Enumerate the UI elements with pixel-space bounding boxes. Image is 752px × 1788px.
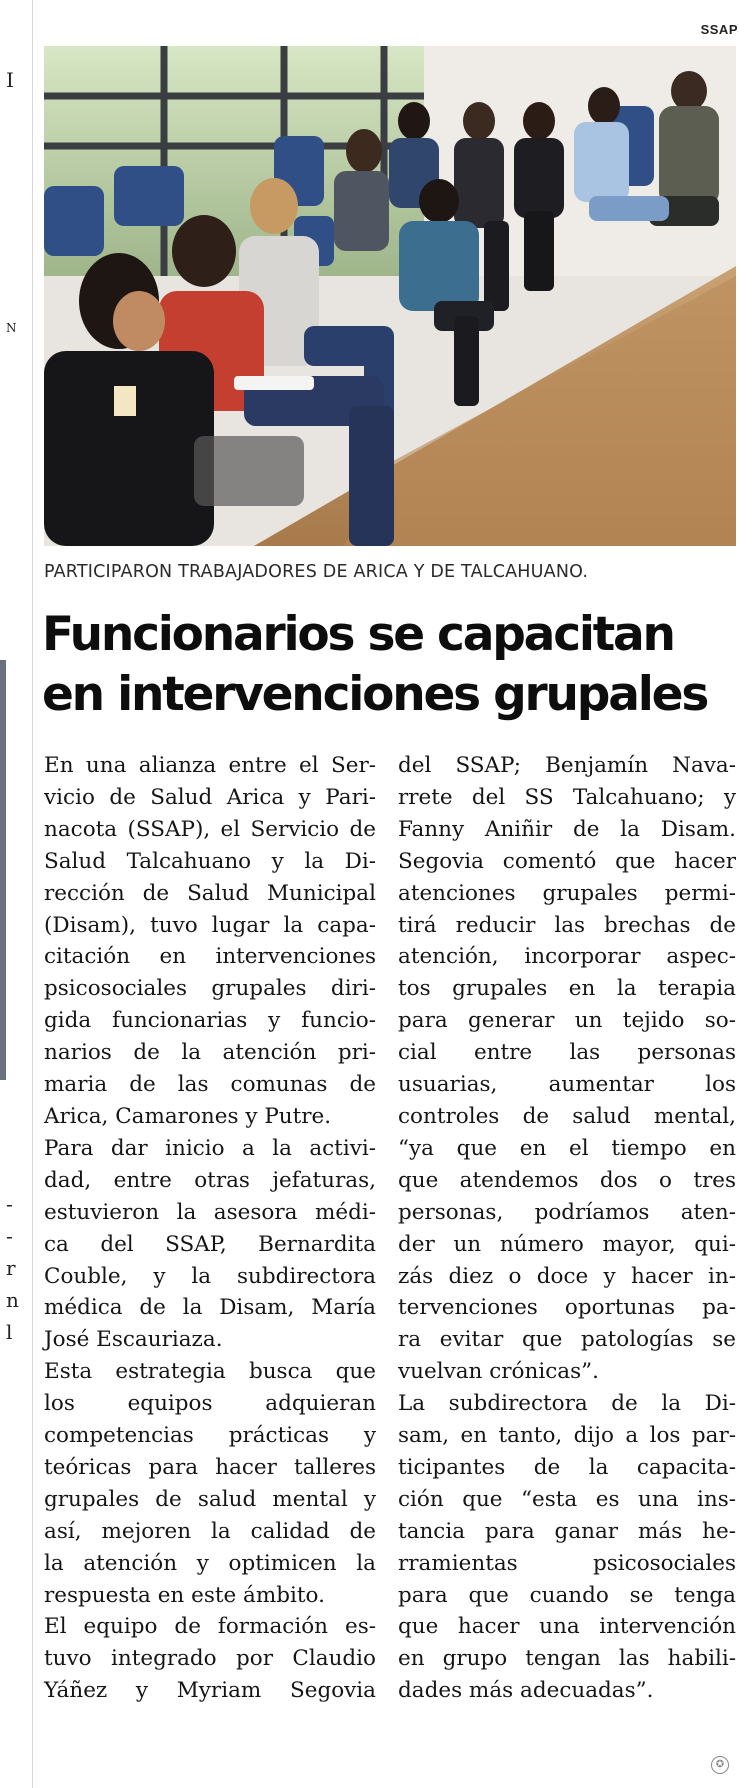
left-page-gutter	[0, 0, 33, 1788]
headline-line: en intervenciones grupales	[42, 667, 708, 722]
article-text-line: estuvieron la asesora médi-	[44, 1199, 376, 1225]
article-text-line: rramientas psicosociales	[398, 1550, 736, 1576]
headline-line: Funcionarios se capacitan	[42, 607, 674, 662]
article-text-line: En una alianza entre el Ser-	[44, 753, 376, 778]
article-text-line: “ya que en el tiempo en	[398, 1135, 736, 1161]
article-headline	[42, 605, 742, 725]
article-text-line: Couble, y la subdirectora	[44, 1263, 376, 1289]
article-text-line: controles de salud mental,	[398, 1103, 736, 1129]
article-text-line: competencias prácticas y	[44, 1423, 376, 1449]
article-text-line: vicio de Salud Arica y Pari-	[44, 784, 376, 810]
gutter-mark: r	[6, 1256, 16, 1280]
article-text-line: tervenciones oportunas pa-	[398, 1295, 736, 1321]
article-text-line: rección de Salud Municipal	[44, 880, 376, 906]
article-text-line: cial entre las personas	[398, 1040, 736, 1066]
article-text-line: en grupo tengan las habili-	[398, 1646, 736, 1672]
article-text-line: atenciones grupales permi-	[398, 880, 736, 906]
article-text-line: Arica, Camarones y Putre.	[44, 1103, 332, 1129]
article-text-line: Salud Talcahuano y la Di-	[44, 848, 376, 874]
article-text-line: vuelvan crónicas”.	[398, 1359, 599, 1385]
article-text-line: ticipantes de la capacita-	[398, 1454, 736, 1480]
article-text-line: atención, incorporar aspec-	[398, 944, 736, 970]
article-text-line: que hacer una intervención	[398, 1614, 736, 1640]
article-text-line: tancia para ganar más he-	[398, 1518, 736, 1544]
article-text-line: der un número mayor, qui-	[398, 1231, 736, 1257]
gutter-mark: I	[6, 68, 14, 92]
gutter-mark: n	[6, 1288, 19, 1312]
article-text-line: El equipo de formación es-	[44, 1614, 376, 1640]
gutter-mark: -	[6, 1192, 13, 1216]
article-text-line: sam, en tanto, dijo a los par-	[398, 1423, 736, 1449]
article-text-line: Esta estrategia busca que	[44, 1359, 376, 1385]
article-text-line: ca del SSAP, Bernardita	[44, 1231, 376, 1257]
section-tag: SSAP	[700, 22, 738, 37]
article-text-line: tuvo integrado por Claudio	[44, 1646, 376, 1672]
article-text-line: así, mejoren la calidad de	[44, 1518, 376, 1544]
article-text-line: usuarias, aumentar los	[398, 1072, 736, 1098]
gutter-mark: N	[6, 321, 17, 335]
article-text-line: tos grupales en la terapia	[398, 976, 736, 1002]
article-column-1	[44, 750, 376, 1707]
article-text-line: personas, podríamos aten-	[398, 1199, 736, 1225]
article-text-line: maria de las comunas de	[44, 1072, 376, 1098]
article-text-line: Fanny Aniñir de la Disam.	[398, 816, 736, 842]
article-text-line: para que cuando se tenga	[398, 1582, 736, 1608]
workshop-photo-illustration	[44, 46, 736, 546]
article-text-line: para generar un tejido so-	[398, 1008, 736, 1034]
article-text-line: Para dar inicio a la activi-	[44, 1135, 376, 1161]
end-of-article-icon: ✪	[711, 1756, 729, 1774]
article-text-line: grupales de salud mental y	[44, 1486, 376, 1512]
article-text-line: respuesta en este ámbito.	[44, 1582, 325, 1608]
article-text-line: zás diez o doce y hacer in-	[398, 1263, 736, 1289]
article-text-line: teóricas para hacer talleres	[44, 1454, 376, 1480]
article-text-line: Yáñez y Myriam Segovia	[44, 1678, 376, 1704]
gutter-image-strip	[0, 660, 6, 1080]
article-text-line: dad, entre otras jefaturas,	[44, 1167, 376, 1193]
article-text-line: La subdirectora de la Di-	[398, 1391, 736, 1417]
article-text-line: gida funcionarias y funcio-	[44, 1008, 376, 1034]
article-column-2	[398, 750, 736, 1707]
gutter-mark: -	[6, 1224, 13, 1248]
article-text-line: narios de la atención pri-	[44, 1040, 376, 1066]
article-text-line: citación en intervenciones	[44, 944, 376, 970]
article-text-line: médica de la Disam, María	[44, 1295, 376, 1321]
article-photo	[44, 46, 736, 546]
article-text-line: los equipos adquieran	[44, 1391, 376, 1417]
article-text-line: la atención y optimicen la	[44, 1550, 376, 1576]
article-text-line: del SSAP; Benjamín Nava-	[398, 753, 736, 778]
article-text-line: ción que “esta es una ins-	[398, 1486, 736, 1512]
article-text-line: rrete del SS Talcahuano; y	[398, 784, 736, 810]
article-text-line: José Escauriaza.	[44, 1327, 223, 1353]
photo-caption: PARTICIPARON TRABAJADORES DE ARICA Y DE TALCAHUANO.	[44, 562, 589, 582]
article-text-line: nacota (SSAP), el Servicio de	[44, 816, 376, 842]
article-text-line: tirá reducir las brechas de	[398, 912, 736, 938]
article-text-line: Segovia comentó que hacer	[398, 848, 736, 874]
article-text-line: (Disam), tuvo lugar la capa-	[44, 912, 376, 938]
article-text-line: que atendemos dos o tres	[398, 1167, 736, 1193]
article-text-line: ra evitar que patologías se	[398, 1327, 736, 1353]
article-text-line: psicosociales grupales diri-	[44, 976, 376, 1002]
gutter-mark: l	[6, 1320, 13, 1344]
article-text-line: dades más adecuadas”.	[398, 1678, 654, 1704]
